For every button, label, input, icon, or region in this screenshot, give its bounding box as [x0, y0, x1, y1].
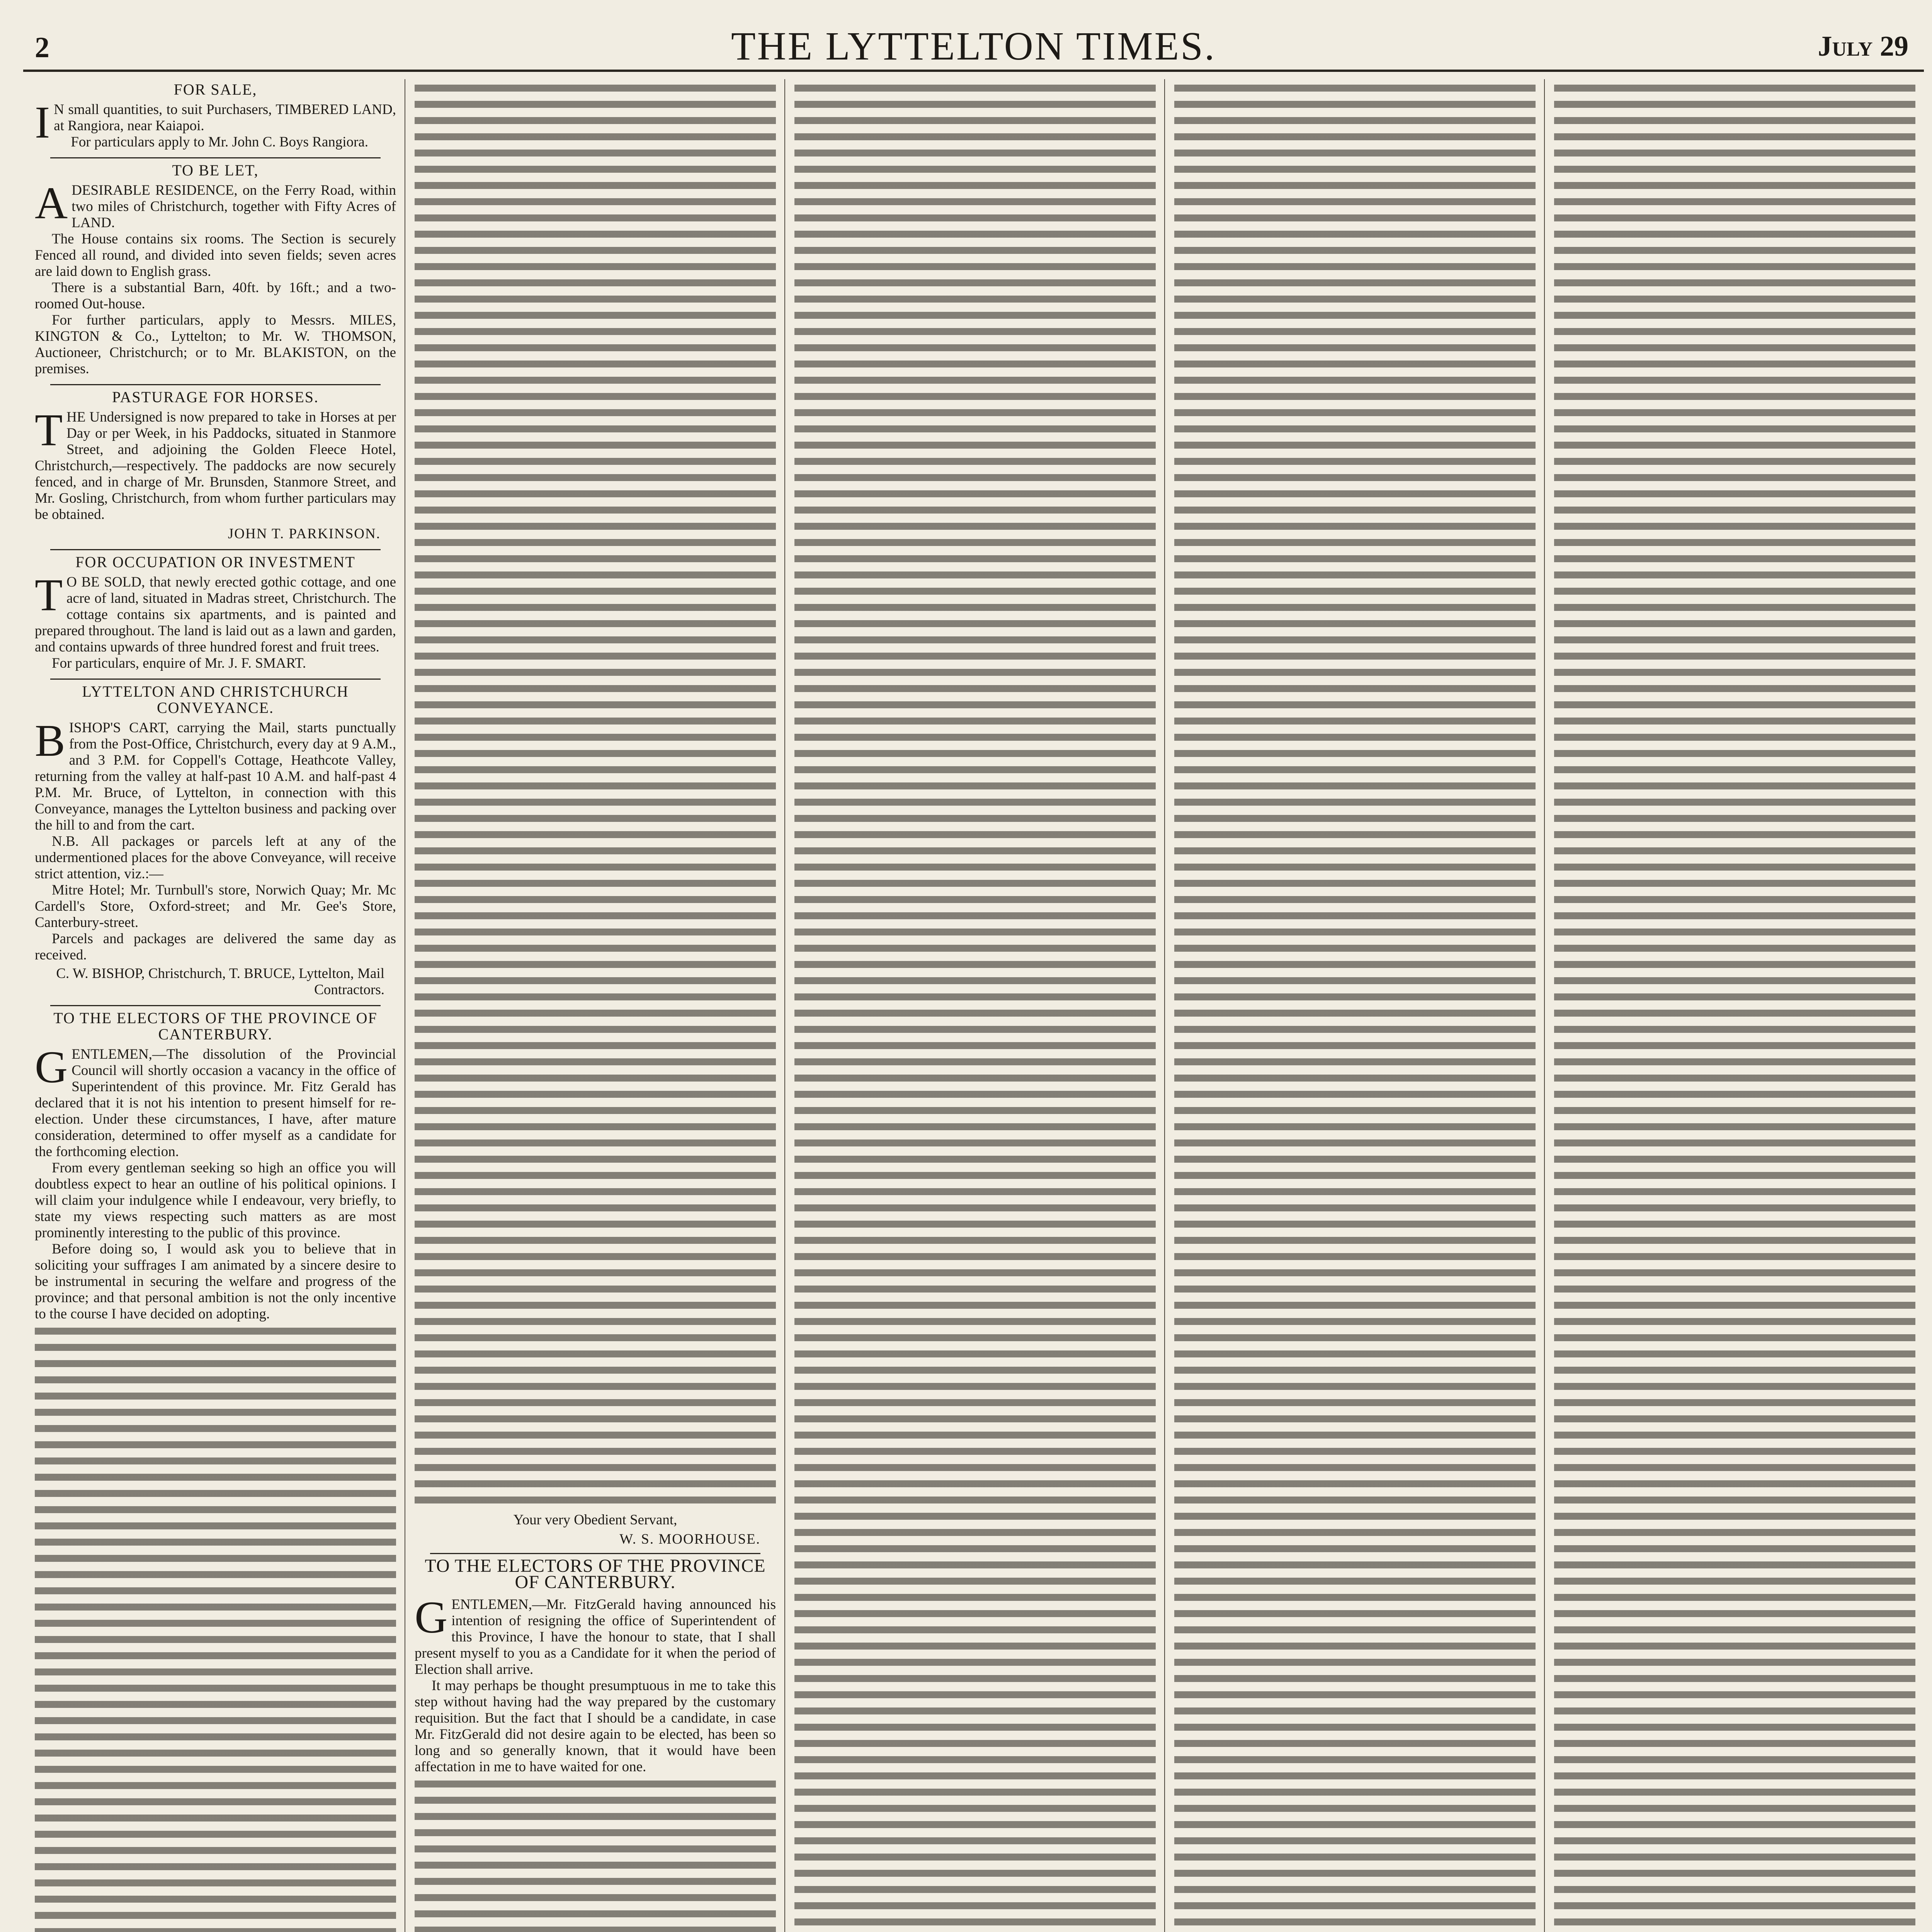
divider: [430, 1553, 760, 1554]
divider: [50, 679, 381, 680]
body-text-block: [1174, 79, 1536, 1932]
newspaper-title: THE LYTTELTON TIMES.: [731, 24, 1216, 68]
ad-body: THE Undersigned is now prepared to take in Horses at per Day or per Week, in his Paddocks, situated in Stanmore Street, and adjoining the Golden Fleece Hotel, Christchurch,—respectively. The paddocks are now securely fenced, and in charge of Mr. Brunsden, Stanmore Street, and Mr. Gosling, Christchurch, from whom further particulars may be obtained.: [35, 405, 396, 522]
body-text-block: [415, 1775, 776, 1932]
ad-delivery: Parcels and packages are delivered the same day as received.: [35, 931, 396, 963]
ad-contact: For particulars apply to Mr. John C. Boys Rangiora.: [71, 134, 369, 150]
address-signature: W. S. MOORHOUSE.: [619, 1531, 760, 1547]
ad-signature: JOHN T. PARKINSON.: [228, 526, 381, 542]
divider: [50, 384, 381, 385]
column-3: [794, 79, 1156, 1932]
ad-for-sale: [35, 82, 396, 150]
ad-pasturage: [35, 389, 396, 542]
ad-heading: PASTURAGE FOR HORSES.: [112, 388, 319, 406]
column-1: [35, 79, 396, 1932]
ad-heading: FOR SALE,: [173, 81, 257, 98]
ad-contact: For further particulars, apply to Messrs. MILES, KINGTON & Co., Lyttelton; to Mr. W. THOMSON, Auctioneer, Christchurch; or to Mr. BLAKISTON, on the premises.: [35, 312, 396, 377]
ad-note: N.B. All packages or parcels left at any of the undermentioned places for the above Conveyance, will receive strict attention, viz.:—: [35, 833, 396, 882]
address-heading: TO THE ELECTORS OF THE PROVINCE OF CANTERBURY.: [425, 1556, 766, 1592]
address-heading: TO THE ELECTORS OF THE PROVINCE OF CANTERBURY.: [53, 1009, 378, 1043]
column-rule: [1164, 79, 1165, 1932]
ad-body: IN small quantities, to suit Purchasers, TIMBERED LAND, at Rangiora, near Kaiapoi.: [35, 97, 396, 148]
ad-heading: LYTTELTON AND CHRISTCHURCH CONVEYANCE.: [82, 683, 349, 716]
column-5: [1554, 79, 1915, 1932]
columns: [35, 79, 1917, 1932]
body-text-block: [1554, 79, 1915, 1932]
ad-conveyance: [35, 684, 396, 998]
address-paragraph: From every gentleman seeking so high an office you will doubtless expect to hear an outline of his political opinions. I will claim your indulgence while I endeavour, very briefly, to state my views respecting such matters as are most prominently interesting to the public of this province.: [35, 1160, 396, 1241]
address-opening: GENTLEMEN,—Mr. FitzGerald having announced his intention of resigning the office of Superintendent of this Province, I have the honour to state, that I shall present myself to you as a Candidate for it when the period of Election shall arrive.: [415, 1592, 776, 1677]
column-4: [1174, 79, 1536, 1932]
ad-paragraph: The House contains six rooms. The Section is securely Fenced all round, and divided into seven fields; seven acres are laid down to English grass.: [35, 231, 396, 279]
issue-date: July 29: [1818, 31, 1908, 62]
address-closing: Your very Obedient Servant,: [513, 1512, 677, 1528]
address-paragraph: Before doing so, I would ask you to believe that in soliciting your suffrages I am animated by a sincere desire to be instrumental in securing the welfare and progress of the province; and that personal ambition is not the only incentive to the course I have decided on adopting.: [35, 1241, 396, 1322]
ad-heading: TO BE LET,: [172, 162, 259, 179]
column-rule: [784, 79, 785, 1932]
ad-occupation: [35, 554, 396, 672]
body-text-block: [794, 79, 1156, 1932]
ad-heading: FOR OCCUPATION OR INVESTMENT: [75, 553, 355, 571]
divider: [50, 157, 381, 158]
brittan-address: [415, 1558, 776, 1932]
ad-body: TO BE SOLD, that newly erected gothic cottage, and one acre of land, situated in Madras street, Christchurch. The cottage contains six apartments, and is painted and prepared throughout. The land is laid out as a lawn and garden, and contains upwards of three hundred forest and fruit trees.: [35, 570, 396, 655]
ad-signature: C. W. BISHOP, Christchurch, T. BRUCE, Lyttelton, Mail Contractors.: [56, 966, 384, 998]
address-paragraph: It may perhaps be thought presumptuous in me to take this step without having had the way prepared by the customary requisition. But the fact that I should be a candidate, in case Mr. FitzGerald did not desire again to be elected, has been so long and so generally known, that it would have been affectation in me to have waited for one.: [415, 1678, 776, 1775]
ad-to-be-let: [35, 162, 396, 377]
ad-places: Mitre Hotel; Mr. Turnbull's store, Norwich Quay; Mr. Mc Cardell's Store, Oxford-street; and Mr. Gee's Store, Canterbury-street.: [35, 882, 396, 930]
moorhouse-address: [35, 1010, 396, 1932]
page-number: 2: [35, 31, 49, 64]
address-opening: GENTLEMEN,—The dissolution of the Provincial Council will shortly occasion a vacancy in the office of Superintendent of this province. Mr. Fitz Gerald has declared that it is not his intention to present himself for re-election. Under these circumstances, I have, after mature consideration, determined to offer myself as a candidate for the forthcoming election.: [35, 1042, 396, 1160]
masthead: [23, 12, 1924, 72]
ad-body: BISHOP'S CART, carrying the Mail, starts punctually from the Post-Office, Christchurch, every day at 9 A.M., and 3 P.M. for Coppell's Cottage, Heathcote Valley, returning from the valley at half-past 10 A.M. and half-past 4 P.M. Mr. Bruce, of Lyttelton, in connection with this Conveyance, manages the Lyttelton business and packing over the hill to and from the cart.: [35, 715, 396, 833]
divider: [50, 1005, 381, 1006]
body-text-block: [415, 79, 776, 1509]
column-rule: [1544, 79, 1545, 1932]
ad-body: ADESIRABLE RESIDENCE, on the Ferry Road, within two miles of Christchurch, together with Fifty Acres of LAND.: [35, 178, 396, 231]
body-text-block: [35, 1322, 396, 1932]
column-2: [415, 79, 776, 1932]
ad-contact: For particulars, enquire of Mr. J. F. SMART.: [52, 655, 306, 671]
divider: [50, 549, 381, 550]
ad-paragraph: There is a substantial Barn, 40ft. by 16ft.; and a two-roomed Out-house.: [35, 280, 396, 312]
